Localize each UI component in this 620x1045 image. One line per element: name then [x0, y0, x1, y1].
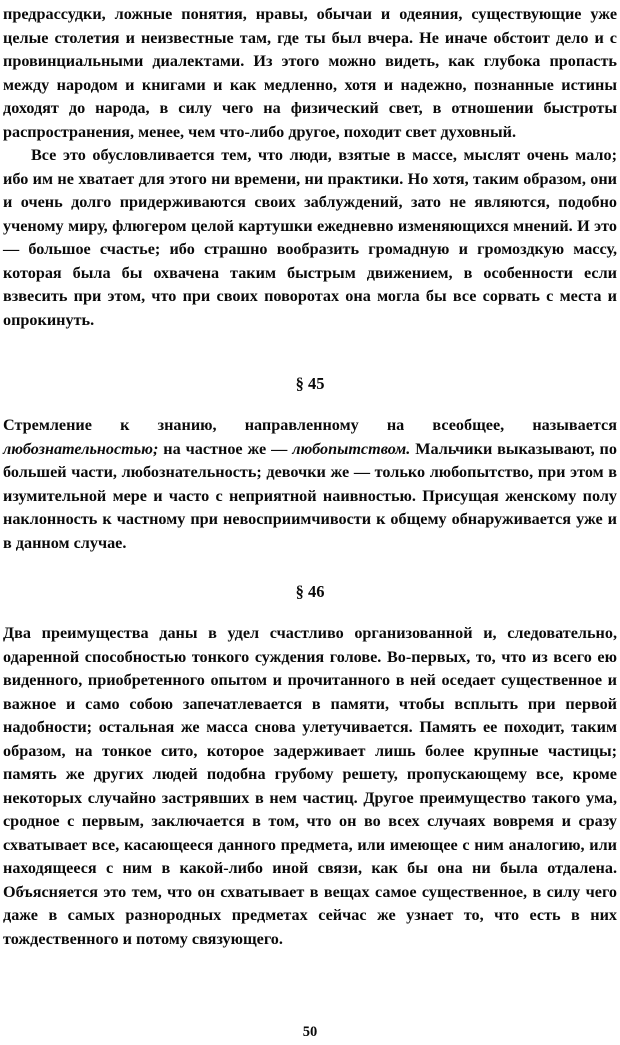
section-heading-45: § 45: [295, 374, 325, 393]
text-fragment: Мальчики выказывают, по большей части, любознательность; девочки же — только любопытство, при этом в изумительной мере и часто с неприятной наивностью. Присущая женскому полу наклонность к частному при невосприимчивости к общему обнаруживается уже и в данном случае.: [3, 439, 617, 552]
page-number: 50: [302, 1024, 318, 1040]
section-46-paragraph: Два преимущества даны в удел счастливо организованной и, следовательно, одаренной способностью тонкого суждения голове. Во-первых, то, что из всего ею виденного, приобретенного опытом и прочитанного в ней оседает существенное и важное и само собою запечатлевается в памяти, чтобы всплыть при первой надобности; остальная же масса снова улетучивается. Память ее походит, таким образом, на тонкое сито, которое задерживает лишь более крупные частицы; память же других людей подобна грубому решету, пропускающему все, кроме некоторых случайно застрявших в нем частиц. Другое преимущество такого ума, сродное с первым, заключается в том, что он во всех случаях вовремя и сразу схватывает все, касающееся данного предмета, или имеющее с ним аналогию, или находящееся с ним в какой-либо иной связи, как бы она ни была отдалена. Объясняется это тем, что он схватывает в вещах самое существенное, в силу чего даже в самых разнородных предметах сейчас же узнает то, что есть в них тождественного и потому связующего.: [3, 624, 617, 948]
text-fragment: Стремление к знанию, направленному на всеобщее, называется: [3, 416, 617, 434]
intro-text: [3, 3, 617, 332]
paragraph: Все это обусловливается тем, что люди, взятые в массе, мыслят очень мало; ибо им не хватает для этого ни времени, ни практики. Но хотя, таким образом, они и очень долго придерживаются своих заблуждений, зато не являются, подобно ученому миру, флюгером целой картушки ежедневно изменяющихся мнений. И это — большое счастье; ибо страшно вообразить громадную и громоздкую массу, которая была бы охвачена таким быстрым движением, в особенности если взвесить при этом, что при своих поворотах она могла бы все сорвать с места и опрокинуть.: [3, 146, 617, 329]
book-page: [3, 3, 617, 1043]
paragraph-continued: предрассудки, ложные понятия, нравы, обычаи и одеяния, существующие уже целые столетия и неизвестные там, где ты был вчера. Не иначе обстоит дело и с провинциальными диалектами. Из этого можно видеть, как глубока пропасть между народом и книгами и как медленно, хотя и надежно, познанные истины доходят до народа, в силу чего на физический свет, в отношении быстроты распространения, менее, чем что-либо другое, походит свет духовный.: [3, 5, 617, 141]
text-fragment: на частное же —: [158, 439, 293, 458]
section-45-paragraph: [3, 414, 617, 555]
italic-term: любопытством.: [292, 439, 411, 458]
italic-term: любознательностью;: [3, 439, 159, 458]
section-heading-46: § 46: [295, 582, 325, 601]
